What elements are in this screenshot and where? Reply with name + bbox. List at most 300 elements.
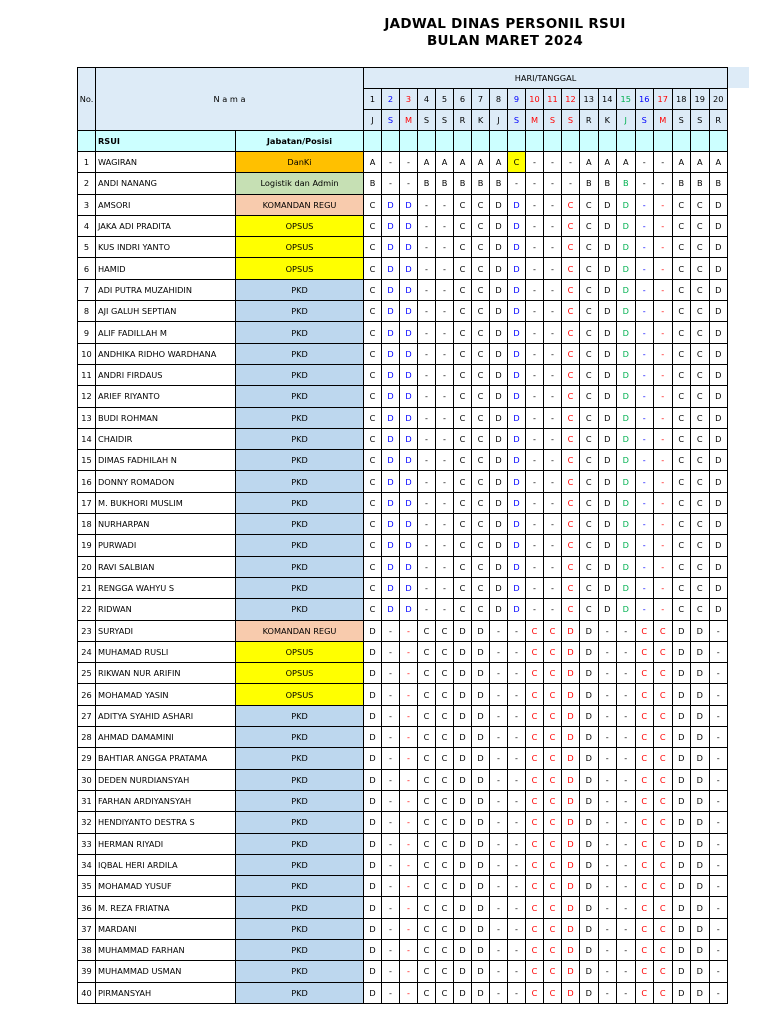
shift-code-cell: - [436, 556, 454, 577]
shift-code-cell: - [508, 833, 526, 854]
shift-code-cell: C [418, 876, 436, 897]
shift-code-cell: D [490, 577, 508, 598]
row-number: 33 [78, 833, 96, 854]
section-blank-cell [490, 131, 508, 152]
personnel-name: CHAIDIR [96, 428, 236, 449]
shift-code-cell: D [508, 279, 526, 300]
shift-code-cell: - [598, 918, 617, 939]
shift-code-cell: D [454, 982, 472, 1003]
shift-code-cell: D [691, 684, 710, 705]
shift-code-cell: C [691, 386, 710, 407]
shift-code-cell: C [454, 428, 472, 449]
shift-code-cell: C [691, 301, 710, 322]
shift-code-cell: C [562, 258, 580, 279]
shift-code-cell: C [364, 599, 382, 620]
shift-code-cell: C [364, 556, 382, 577]
shift-code-cell: C [580, 258, 599, 279]
shift-code-cell: D [617, 577, 636, 598]
shift-code-cell: D [364, 897, 382, 918]
shift-code-cell: C [562, 471, 580, 492]
row-number: 9 [78, 322, 96, 343]
shift-code-cell: D [490, 364, 508, 385]
shift-code-cell: D [562, 663, 580, 684]
shift-code-cell: - [526, 237, 544, 258]
shift-code-cell: D [562, 918, 580, 939]
shift-code-cell: D [617, 194, 636, 215]
shift-code-cell: D [580, 684, 599, 705]
personnel-name: KUS INDRI YANTO [96, 237, 236, 258]
shift-code-cell: D [691, 769, 710, 790]
personnel-name: ANDHIKA RIDHO WARDHANA [96, 343, 236, 364]
shift-code-cell: D [472, 918, 490, 939]
shift-code-cell: C [436, 918, 454, 939]
shift-code-cell: D [617, 237, 636, 258]
shift-code-cell: C [654, 748, 673, 769]
row-number: 34 [78, 854, 96, 875]
shift-code-cell: D [580, 620, 599, 641]
shift-code-cell: C [472, 194, 490, 215]
shift-code-cell: - [709, 727, 728, 748]
shift-code-cell: C [436, 854, 454, 875]
shift-code-cell: - [508, 854, 526, 875]
shift-code-cell: D [454, 705, 472, 726]
shift-code-cell: D [400, 492, 418, 513]
shift-code-cell: - [382, 961, 400, 982]
shift-code-cell: C [472, 450, 490, 471]
date-cell: 12 [562, 89, 580, 110]
shift-code-cell: - [382, 939, 400, 960]
personnel-row [78, 258, 728, 279]
day-cell: S [508, 110, 526, 131]
row-number: 21 [78, 577, 96, 598]
shift-code-cell: C [580, 215, 599, 236]
shift-code-cell: - [654, 322, 673, 343]
personnel-jabatan: PKD [236, 854, 364, 875]
shift-code-cell: C [454, 194, 472, 215]
shift-code-cell: - [508, 812, 526, 833]
shift-code-cell: D [382, 471, 400, 492]
shift-code-cell: - [617, 812, 636, 833]
shift-code-cell: C [454, 535, 472, 556]
shift-code-cell: - [654, 428, 673, 449]
shift-code-cell: - [635, 279, 654, 300]
row-number: 32 [78, 812, 96, 833]
shift-code-cell: C [364, 535, 382, 556]
shift-code-cell: C [672, 428, 691, 449]
shift-code-cell: D [562, 705, 580, 726]
shift-code-cell: - [635, 535, 654, 556]
row-number: 12 [78, 386, 96, 407]
date-cell: 17 [654, 89, 673, 110]
shift-code-cell: C [454, 556, 472, 577]
shift-code-cell: B [364, 173, 382, 194]
row-number: 6 [78, 258, 96, 279]
shift-code-cell: D [454, 790, 472, 811]
shift-code-cell: D [364, 748, 382, 769]
shift-code-cell: D [580, 769, 599, 790]
shift-code-cell: D [508, 492, 526, 513]
personnel-jabatan: PKD [236, 982, 364, 1003]
shift-code-cell: A [617, 152, 636, 173]
shift-code-cell: - [418, 407, 436, 428]
shift-code-cell: - [617, 939, 636, 960]
shift-code-cell: D [490, 428, 508, 449]
personnel-jabatan: PKD [236, 769, 364, 790]
shift-code-cell: - [436, 535, 454, 556]
personnel-name: HAMID [96, 258, 236, 279]
shift-code-cell: C [635, 684, 654, 705]
shift-code-cell: C [580, 279, 599, 300]
shift-code-cell: C [562, 343, 580, 364]
shift-code-cell: - [598, 769, 617, 790]
shift-code-cell: D [709, 215, 728, 236]
shift-code-cell: D [598, 386, 617, 407]
shift-code-cell: - [598, 641, 617, 662]
shift-code-cell: C [418, 663, 436, 684]
shift-code-cell: D [472, 876, 490, 897]
personnel-row [78, 620, 728, 641]
shift-code-cell: - [598, 939, 617, 960]
shift-code-cell: D [454, 876, 472, 897]
shift-code-cell: - [635, 577, 654, 598]
shift-code-cell: C [526, 620, 544, 641]
shift-code-cell: - [598, 684, 617, 705]
shift-code-cell: D [598, 492, 617, 513]
section-blank-cell [691, 131, 710, 152]
personnel-name: PURWADI [96, 535, 236, 556]
personnel-name: ADITYA SYAHID ASHARI [96, 705, 236, 726]
shift-code-cell: D [672, 790, 691, 811]
shift-code-cell: D [472, 790, 490, 811]
shift-code-cell: D [382, 237, 400, 258]
shift-code-cell: C [544, 897, 562, 918]
shift-code-cell: C [654, 833, 673, 854]
shift-code-cell: - [709, 684, 728, 705]
shift-code-cell: C [472, 258, 490, 279]
shift-code-cell: - [418, 386, 436, 407]
shift-code-cell: - [526, 577, 544, 598]
shift-code-cell: - [436, 194, 454, 215]
shift-code-cell: D [400, 301, 418, 322]
shift-code-cell: D [691, 897, 710, 918]
shift-code-cell: D [691, 812, 710, 833]
shift-code-cell: C [672, 450, 691, 471]
personnel-row [78, 663, 728, 684]
shift-code-cell: D [400, 428, 418, 449]
shift-code-cell: D [382, 428, 400, 449]
shift-code-cell: - [490, 727, 508, 748]
shift-code-cell: D [472, 684, 490, 705]
shift-code-cell: D [709, 322, 728, 343]
shift-code-cell: D [508, 428, 526, 449]
shift-code-cell: D [400, 535, 418, 556]
shift-code-cell: C [691, 364, 710, 385]
shift-code-cell: C [672, 237, 691, 258]
shift-code-cell: D [580, 876, 599, 897]
shift-code-cell: - [544, 279, 562, 300]
personnel-name: MARDANI [96, 918, 236, 939]
shift-code-cell: - [508, 939, 526, 960]
personnel-row [78, 301, 728, 322]
shift-code-cell: D [598, 215, 617, 236]
shift-code-cell: C [562, 599, 580, 620]
shift-code-cell: - [418, 471, 436, 492]
shift-code-cell: C [654, 663, 673, 684]
jabatan-header: Jabatan/Posisi [236, 131, 364, 152]
shift-code-cell: D [472, 833, 490, 854]
shift-code-cell: - [490, 663, 508, 684]
shift-code-cell: D [454, 961, 472, 982]
shift-code-cell: C [526, 727, 544, 748]
shift-code-cell: D [709, 301, 728, 322]
shift-code-cell: - [617, 620, 636, 641]
shift-code-cell: D [400, 364, 418, 385]
shift-code-cell: D [454, 748, 472, 769]
shift-code-cell: C [691, 279, 710, 300]
date-cell: 19 [691, 89, 710, 110]
shift-code-cell: - [400, 790, 418, 811]
personnel-jabatan: PKD [236, 599, 364, 620]
day-cell: R [709, 110, 728, 131]
shift-code-cell: D [472, 961, 490, 982]
shift-code-cell: C [562, 514, 580, 535]
shift-code-cell: - [598, 790, 617, 811]
day-cell: J [617, 110, 636, 131]
shift-code-cell: D [508, 194, 526, 215]
shift-code-cell: D [508, 258, 526, 279]
personnel-jabatan: Logistik dan Admin [236, 173, 364, 194]
row-number: 23 [78, 620, 96, 641]
date-cell: 13 [580, 89, 599, 110]
shift-code-cell: - [544, 407, 562, 428]
shift-code-cell: C [454, 471, 472, 492]
date-cell: 9 [508, 89, 526, 110]
shift-code-cell: - [526, 152, 544, 173]
shift-code-cell: D [691, 918, 710, 939]
shift-code-cell: - [508, 897, 526, 918]
shift-code-cell: D [472, 727, 490, 748]
shift-code-cell: - [654, 556, 673, 577]
shift-code-cell: - [654, 258, 673, 279]
shift-code-cell: C [364, 322, 382, 343]
personnel-row [78, 769, 728, 790]
section-blank-cell [562, 131, 580, 152]
shift-code-cell: C [418, 790, 436, 811]
shift-code-cell: C [472, 343, 490, 364]
shift-code-cell: - [382, 641, 400, 662]
shift-code-cell: C [672, 492, 691, 513]
shift-code-cell: C [418, 854, 436, 875]
shift-code-cell: C [580, 301, 599, 322]
shift-code-cell: D [508, 599, 526, 620]
row-number: 14 [78, 428, 96, 449]
shift-code-cell: B [580, 173, 599, 194]
shift-code-cell: C [672, 407, 691, 428]
shift-code-cell: C [454, 343, 472, 364]
shift-code-cell: D [617, 343, 636, 364]
shift-code-cell: D [709, 407, 728, 428]
shift-code-cell: - [436, 407, 454, 428]
row-number: 11 [78, 364, 96, 385]
shift-code-cell: C [654, 620, 673, 641]
shift-code-cell: - [598, 663, 617, 684]
shift-code-cell: - [598, 897, 617, 918]
shift-code-cell: D [580, 641, 599, 662]
shift-code-cell: - [635, 301, 654, 322]
shift-code-cell: D [508, 407, 526, 428]
shift-code-cell: - [526, 407, 544, 428]
shift-code-cell: - [654, 450, 673, 471]
shift-code-cell: - [400, 748, 418, 769]
shift-code-cell: C [418, 833, 436, 854]
shift-code-cell: D [691, 961, 710, 982]
shift-code-cell: - [382, 982, 400, 1003]
shift-code-cell: C [472, 428, 490, 449]
row-number: 1 [78, 152, 96, 173]
shift-code-cell: C [635, 918, 654, 939]
date-cell: 16 [635, 89, 654, 110]
shift-code-cell: D [508, 215, 526, 236]
shift-code-cell: C [562, 364, 580, 385]
shift-code-cell: B [691, 173, 710, 194]
shift-code-cell: D [400, 450, 418, 471]
shift-code-cell: D [364, 769, 382, 790]
personnel-jabatan: DanKi [236, 152, 364, 173]
shift-code-cell: D [490, 237, 508, 258]
section-no-cell [78, 131, 96, 152]
shift-code-cell: D [580, 663, 599, 684]
date-cell: 20 [709, 89, 728, 110]
personnel-name: MOHAMAD YUSUF [96, 876, 236, 897]
shift-code-cell: D [617, 450, 636, 471]
shift-code-cell: C [562, 556, 580, 577]
date-cell: 4 [418, 89, 436, 110]
shift-code-cell: D [490, 215, 508, 236]
shift-code-cell: A [490, 152, 508, 173]
shift-code-cell: - [617, 982, 636, 1003]
shift-code-cell: - [598, 961, 617, 982]
shift-code-cell: C [562, 407, 580, 428]
shift-code-cell: C [672, 471, 691, 492]
row-number: 19 [78, 535, 96, 556]
shift-code-cell: - [598, 982, 617, 1003]
shift-code-cell: D [400, 279, 418, 300]
shift-code-cell: - [436, 237, 454, 258]
shift-code-cell: C [472, 386, 490, 407]
date-cell: 5 [436, 89, 454, 110]
shift-code-cell: D [598, 556, 617, 577]
shift-code-cell: C [691, 535, 710, 556]
shift-code-cell: D [400, 194, 418, 215]
personnel-name: WAGIRAN [96, 152, 236, 173]
date-cell: 18 [672, 89, 691, 110]
shift-code-cell: - [598, 727, 617, 748]
shift-code-cell: - [436, 279, 454, 300]
shift-code-cell: - [490, 748, 508, 769]
section-blank-cell [454, 131, 472, 152]
shift-code-cell: - [709, 812, 728, 833]
shift-code-cell: C [526, 918, 544, 939]
shift-code-cell: C [580, 407, 599, 428]
personnel-row [78, 982, 728, 1003]
shift-code-cell: D [580, 705, 599, 726]
shift-code-cell: D [672, 876, 691, 897]
shift-code-cell: - [436, 514, 454, 535]
shift-code-cell: - [418, 599, 436, 620]
personnel-jabatan: OPSUS [236, 258, 364, 279]
shift-code-cell: C [364, 258, 382, 279]
shift-code-cell: - [617, 769, 636, 790]
personnel-row [78, 450, 728, 471]
shift-code-cell: - [382, 918, 400, 939]
personnel-name: HERMAN RIYADI [96, 833, 236, 854]
shift-code-cell: C [635, 812, 654, 833]
shift-code-cell: - [544, 215, 562, 236]
shift-code-cell: C [672, 279, 691, 300]
shift-code-cell: C [544, 918, 562, 939]
shift-code-cell: C [454, 386, 472, 407]
section-blank-cell [508, 131, 526, 152]
day-cell: S [436, 110, 454, 131]
shift-code-cell: D [562, 812, 580, 833]
shift-code-cell: D [691, 790, 710, 811]
shift-code-cell: D [382, 514, 400, 535]
shift-code-cell: D [364, 854, 382, 875]
personnel-row [78, 641, 728, 662]
shift-code-cell: B [490, 173, 508, 194]
shift-code-cell: - [526, 428, 544, 449]
shift-code-cell: B [472, 173, 490, 194]
shift-code-cell: C [544, 812, 562, 833]
shift-code-cell: - [508, 769, 526, 790]
shift-code-cell: D [472, 705, 490, 726]
shift-code-cell: C [418, 748, 436, 769]
shift-code-cell: D [454, 727, 472, 748]
personnel-row [78, 322, 728, 343]
shift-code-cell: D [490, 258, 508, 279]
shift-code-cell: D [400, 386, 418, 407]
shift-code-cell: D [400, 258, 418, 279]
shift-code-cell: D [598, 471, 617, 492]
row-number: 39 [78, 961, 96, 982]
shift-code-cell: C [526, 939, 544, 960]
shift-code-cell: C [364, 237, 382, 258]
shift-code-cell: - [654, 194, 673, 215]
shift-code-cell: D [562, 684, 580, 705]
personnel-jabatan: PKD [236, 748, 364, 769]
shift-code-cell: D [508, 450, 526, 471]
personnel-name: MUHAMMAD FARHAN [96, 939, 236, 960]
shift-code-cell: C [635, 876, 654, 897]
shift-code-cell: A [472, 152, 490, 173]
shift-code-cell: C [436, 769, 454, 790]
shift-code-cell: C [580, 364, 599, 385]
shift-code-cell: C [454, 492, 472, 513]
shift-code-cell: - [654, 514, 673, 535]
shift-code-cell: - [562, 173, 580, 194]
shift-code-cell: - [654, 237, 673, 258]
shift-code-cell: C [436, 939, 454, 960]
shift-code-cell: D [580, 897, 599, 918]
personnel-row [78, 684, 728, 705]
shift-code-cell: - [490, 684, 508, 705]
shift-code-cell: C [364, 386, 382, 407]
shift-code-cell: D [454, 684, 472, 705]
shift-code-cell: C [472, 556, 490, 577]
shift-code-cell: - [709, 876, 728, 897]
shift-code-cell: D [672, 833, 691, 854]
shift-code-cell: D [672, 748, 691, 769]
